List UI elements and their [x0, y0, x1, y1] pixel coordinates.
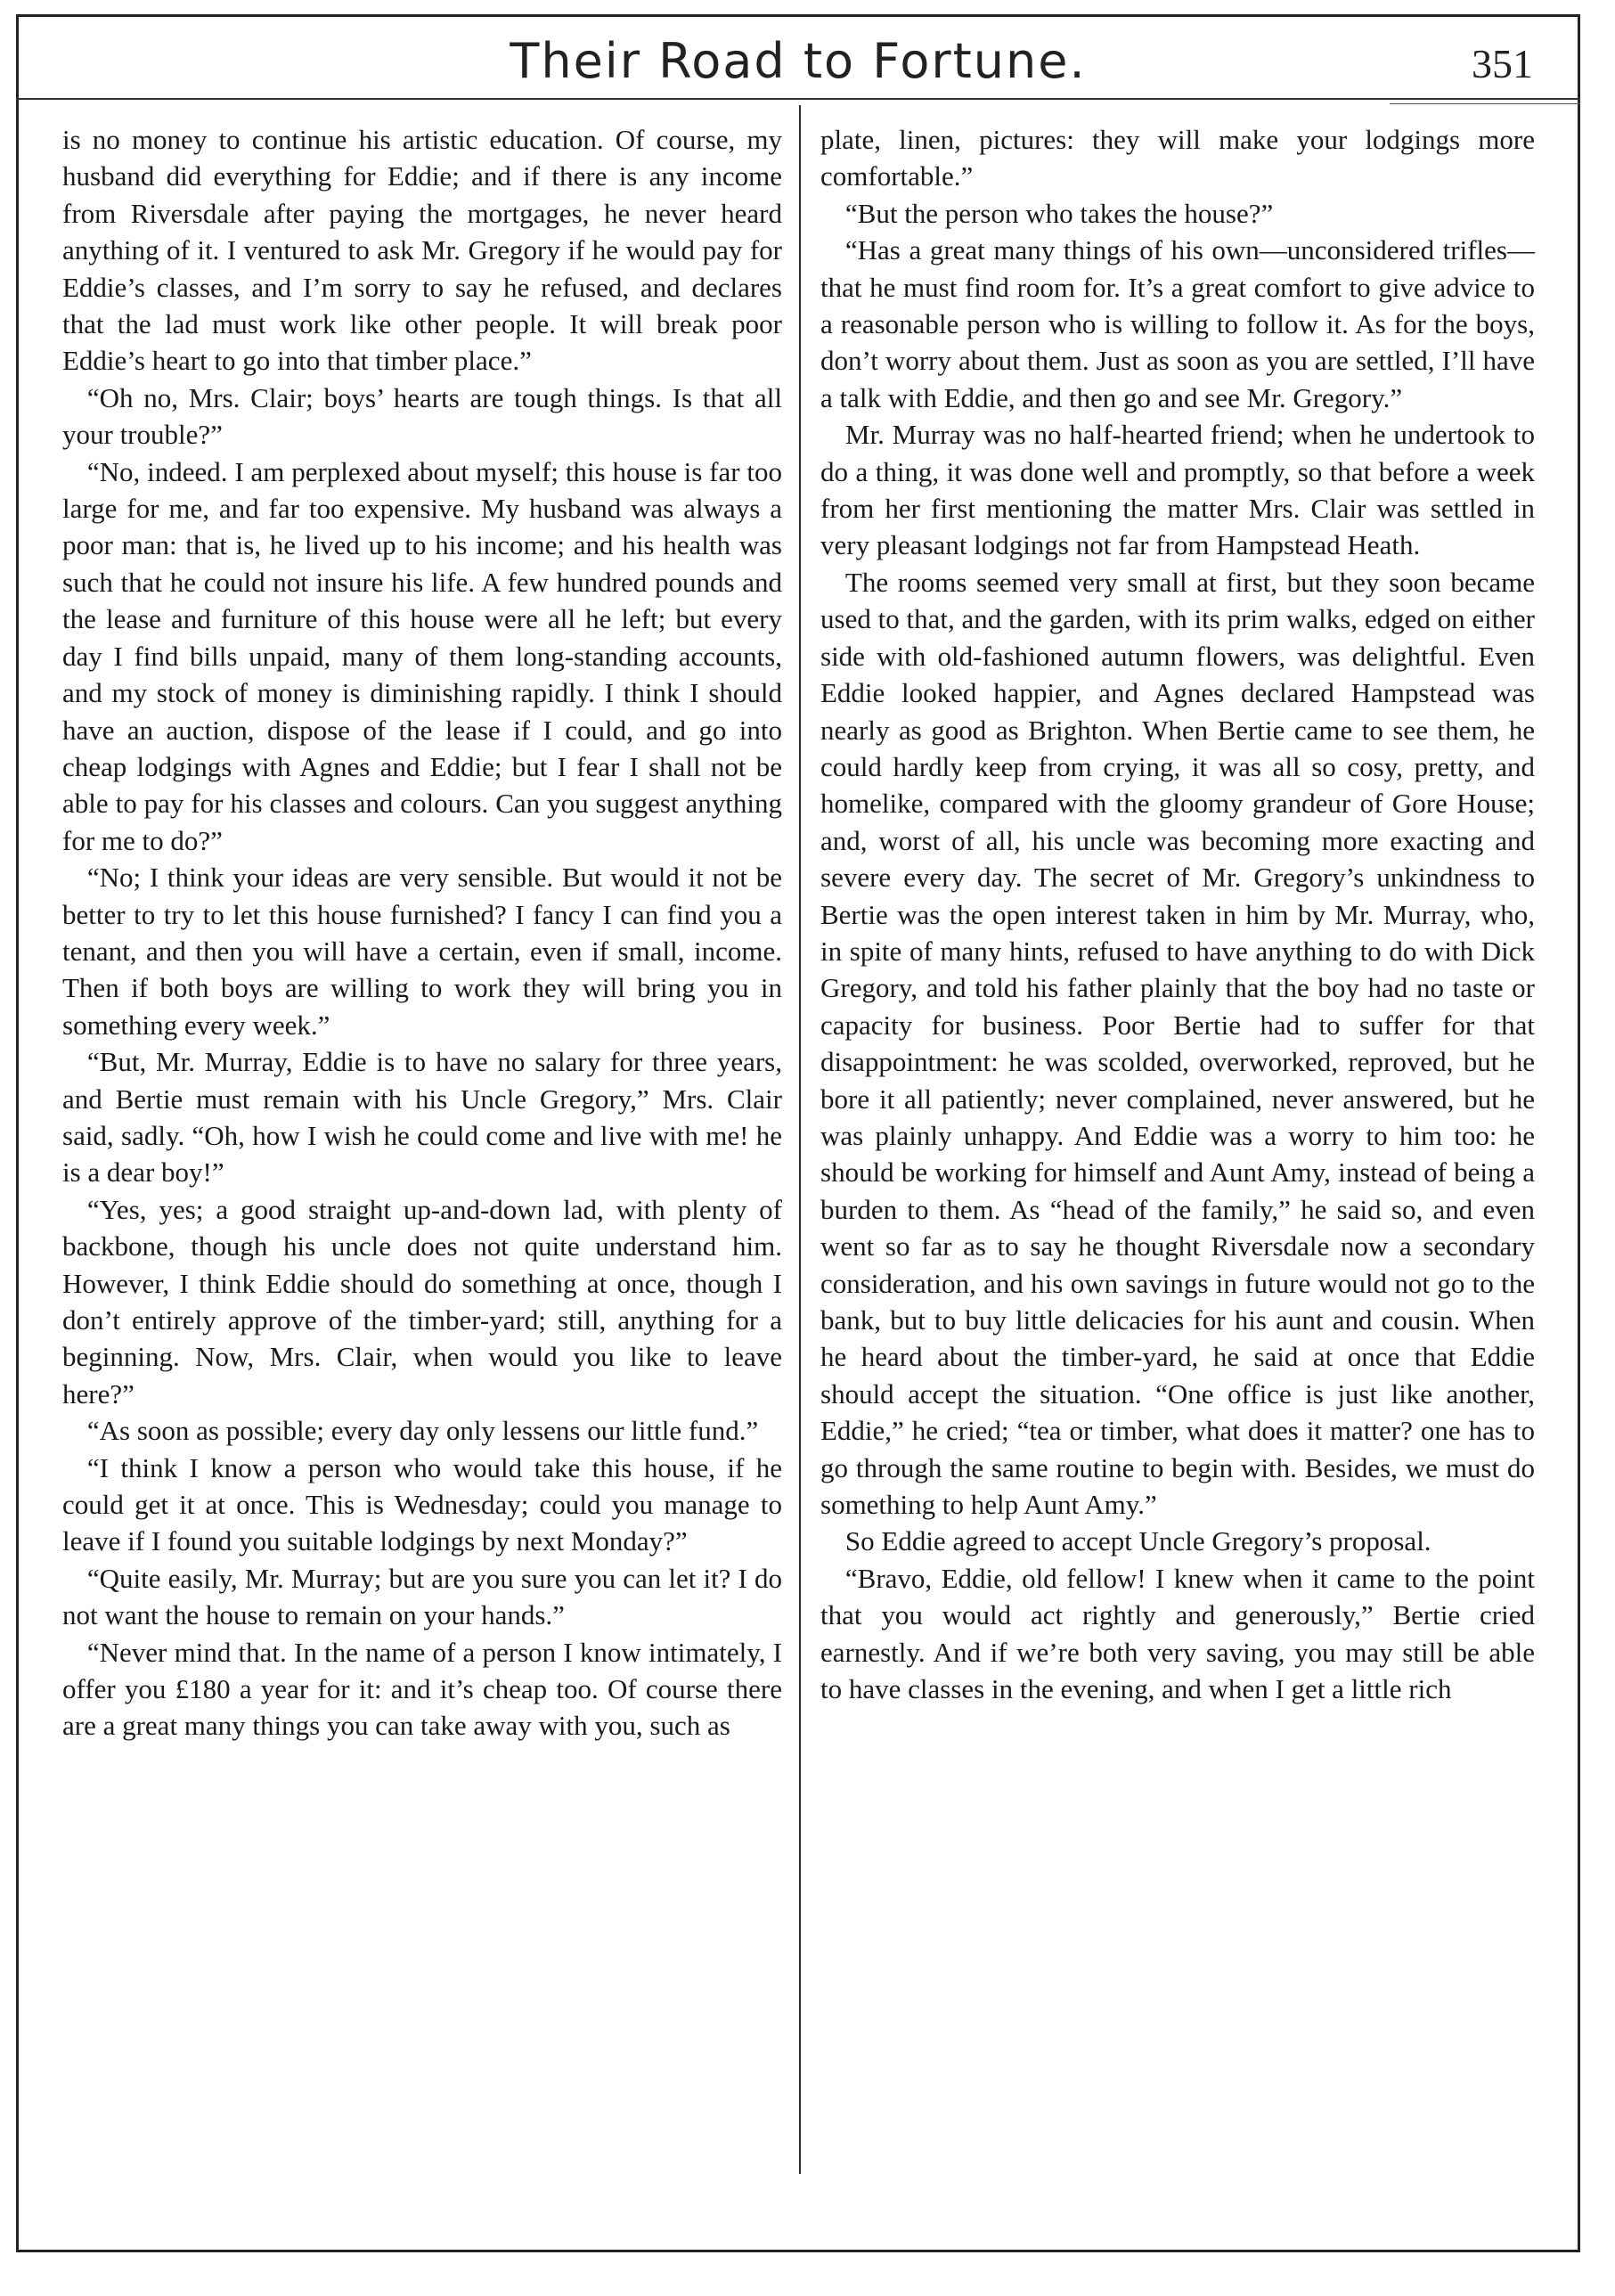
paragraph: “Never mind that. In the name of a person I know intimately, I offer you £180 a year for it: and it’s cheap too. Of course there are a great many things you can take away with you, such as	[62, 1636, 782, 1742]
paragraph: “Yes, yes; a good straight up-and-down lad, with plenty of backbone, though his uncle does not quite understand him. However, I think Eddie should do something at once, though I don’t entirely approve of the timber-yard; still, anything for a beginning. Now, Mrs. Clair, when would you like to leave here?”	[62, 1193, 782, 1409]
paragraph: “But, Mr. Murray, Eddie is to have no salary for three years, and Bertie must remain with his Uncle Gregory,” Mrs. Clair said, sadly. “Oh, how I wish he could come and live with me! he is a dear boy!”	[62, 1046, 782, 1189]
paragraph: “No; I think your ideas are very sensible. But would it not be better to try to let this house furnished? I fancy I can find you a tenant, and then you will have a certain, even if small, income. Then if both boys are willing to work they will bring you in something every week.”	[62, 862, 782, 1041]
right-column	[820, 121, 1535, 1707]
header-rule	[16, 98, 1580, 100]
page-title: Their Road to Fortune.	[510, 33, 1087, 89]
paragraph: “Has a great many things of his own—unconsidered trifles—that he must find room for. It’s a great comfort to give advice to a reasonable person who is willing to follow it. As for the boys, don’t worry about them. Just as soon as you are settled, I’ll have a talk with Eddie, and then go and see Mr. Gregory.”	[820, 234, 1535, 413]
page-number: 351	[1472, 41, 1533, 86]
header-rule-short	[1390, 103, 1580, 104]
left-column	[62, 121, 782, 1744]
paragraph: “No, indeed. I am perplexed about myself; this house is far too large for me, and far too expensive. My husband was always a poor man: that is, he lived up to his income; and his health was such that he could not insure his life. A few hundred pounds and the lease and furniture of this house were all he left; but every day I find bills unpaid, many of them long-standing accounts, and my stock of money is diminishing rapidly. I think I should have an auction, dispose of the lease if I could, and go into cheap lodgings with Agnes and Eddie; but I fear I shall not be able to pay for his classes and colours. Can you suggest anything for me to do?”	[62, 455, 782, 856]
column-divider	[799, 105, 801, 2174]
paragraph: “I think I know a person who would take this house, if he could get it at once. This is Wednesday; could you manage to leave if I found you suitable lodgings by next Monday?”	[62, 1451, 782, 1557]
running-header	[19, 17, 1578, 99]
paragraph: “Quite easily, Mr. Murray; but are you sure you can let it? I do not want the house to remain on your hands.”	[62, 1562, 782, 1631]
paragraph: “But the person who takes the house?”	[844, 197, 1274, 229]
paragraph: is no money to continue his artistic education. Of course, my husband did everything for Eddie; and if there is any income from Riversdale after paying the mortgages, he never heard anything of it. I ventured to ask Mr. Gregory if he would pay for Eddie’s classes, and I’m sorry to say he refused, and declares that the lad must work like other people. It will break poor Eddie’s heart to go into that timber place.”	[62, 124, 782, 377]
paragraph: “Bravo, Eddie, old fellow! I knew when it came to the point that you would act rightly and generously,” Bertie cried earnestly. And if we’re both very saving, you may still be able to have classes in the evening, and when I get a little rich	[820, 1562, 1535, 1705]
paragraph: plate, linen, pictures: they will make your lodgings more comfortable.”	[820, 124, 1535, 192]
paragraph: “Oh no, Mrs. Clair; boys’ hearts are tough things. Is that all your trouble?”	[62, 381, 782, 451]
paragraph: “As soon as possible; every day only lessens our little fund.”	[86, 1415, 759, 1447]
paragraph: Mr. Murray was no half-hearted friend; when he undertook to do a thing, it was done well and promptly, so that before a week from her first mentioning the matter Mrs. Clair was settled in very pleasant lodgings not far from Hampstead Heath.	[820, 419, 1535, 561]
paragraph: The rooms seemed very small at first, but they soon became used to that, and the garden, with its prim walks, edged on either side with old-fashioned autumn flowers, was delightful. Even Eddie looked happier, and Agnes declared Hampstead was nearly as good as Brighton. When Bertie came to see them, he could hardly keep from crying, it was all so cosy, pretty, and homelike, compared with the gloomy grandeur of Gore House; and, worst of all, his uncle was becoming more exacting and severe every day. The secret of Mr. Gregory’s unkindness to Bertie was the open interest taken in him by Mr. Murray, who, in spite of many hints, refused to have anything to do with Dick Gregory, and told his father plainly that the boy had no taste or capacity for business. Poor Bertie had to suffer for that disappointment: he was scolded, overworked, reproved, but he bore it all patiently; never complained, never answered, but he was plainly unhappy. And Eddie was a worry to him too: he should be working for himself and Aunt Amy, instead of being a burden to them. As “head of the family,” he said so, and even went so far as to say he thought Riversdale now a secondary consideration, and his own savings in future would not go to the bank, but to buy little delicacies for his aunt and cousin. When he heard about the timber-yard, he said at once that Eddie should accept the situation. “One office is just like another, Eddie,” he cried; “tea or timber, what does it matter? one has to go through the same routine to begin with. Besides, we must do something to help Aunt Amy.”	[820, 566, 1535, 1521]
paragraph: So Eddie agreed to accept Uncle Gregory’s proposal.	[844, 1525, 1431, 1557]
